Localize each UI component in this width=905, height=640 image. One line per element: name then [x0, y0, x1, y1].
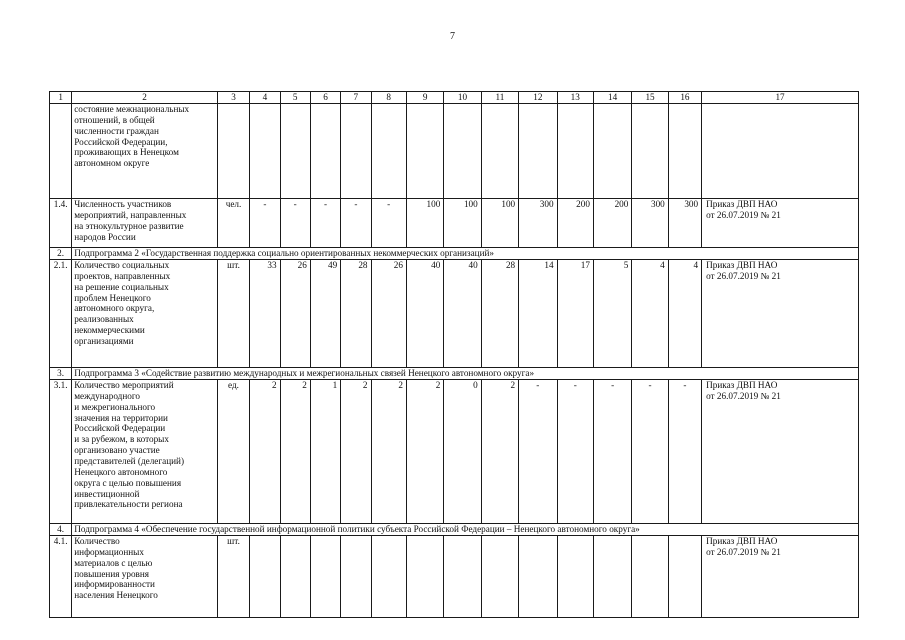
table-row: [50, 199, 859, 248]
value-cell: 4: [668, 260, 701, 368]
value-cell: 14: [519, 260, 557, 368]
table-row: [50, 536, 859, 618]
value-cell: 2: [371, 380, 406, 524]
value-cell: [280, 104, 310, 199]
value-cell: 200: [557, 199, 593, 248]
value-cell: 100: [444, 199, 481, 248]
unit-cell: ед.: [217, 380, 249, 524]
section-row: [50, 524, 859, 536]
value-cell: [444, 536, 481, 618]
unit-cell: шт.: [217, 536, 249, 618]
value-cell: 33: [250, 260, 280, 368]
value-cell: [668, 536, 701, 618]
value-cell: 200: [593, 199, 631, 248]
source-cell: Приказ ДВП НАО от 26.07.2019 № 21: [702, 380, 859, 524]
column-header: 17: [702, 92, 859, 104]
value-cell: [250, 104, 280, 199]
value-cell: -: [341, 199, 371, 248]
value-cell: -: [557, 380, 593, 524]
value-cell: [341, 536, 371, 618]
value-cell: -: [519, 380, 557, 524]
value-cell: 2: [280, 380, 310, 524]
row-number: 2.: [50, 248, 72, 260]
section-row: [50, 248, 859, 260]
column-header: 8: [371, 92, 406, 104]
column-header: 15: [632, 92, 668, 104]
column-header: 9: [406, 92, 443, 104]
indicators-table: [49, 91, 859, 618]
table-row: [50, 380, 859, 524]
source-cell: Приказ ДВП НАО от 26.07.2019 № 21: [702, 260, 859, 368]
value-cell: [519, 104, 557, 199]
value-cell: 40: [406, 260, 443, 368]
section-title: Подпрограмма 2 «Государственная поддержка социально ориентированных некоммерческих организаций»: [72, 248, 859, 260]
value-cell: [406, 104, 443, 199]
value-cell: [444, 104, 481, 199]
unit-cell: шт.: [217, 260, 249, 368]
value-cell: 17: [557, 260, 593, 368]
value-cell: 26: [371, 260, 406, 368]
column-header: 2: [72, 92, 218, 104]
column-header: 5: [280, 92, 310, 104]
table-row: [50, 104, 859, 199]
value-cell: 300: [632, 199, 668, 248]
value-cell: [310, 536, 340, 618]
value-cell: 5: [593, 260, 631, 368]
value-cell: [593, 536, 631, 618]
source-cell: [702, 104, 859, 199]
column-header: 7: [341, 92, 371, 104]
indicator-name: состояние межнациональных отношений, в общей численности граждан Российской Федерации, проживающих в Ненецком автономном округе: [72, 104, 218, 199]
value-cell: [406, 536, 443, 618]
unit-cell: чел.: [217, 199, 249, 248]
value-cell: -: [632, 380, 668, 524]
value-cell: [668, 104, 701, 199]
row-number: 2.1.: [50, 260, 72, 368]
value-cell: [481, 536, 518, 618]
column-header: 10: [444, 92, 481, 104]
value-cell: 2: [481, 380, 518, 524]
value-cell: [481, 104, 518, 199]
value-cell: -: [280, 199, 310, 248]
section-title: Подпрограмма 4 «Обеспечение государственной информационной политики субъекта Российской Федерации – Ненецкого автономного округа»: [72, 524, 859, 536]
column-header: 11: [481, 92, 518, 104]
section-row: [50, 368, 859, 380]
column-header: 1: [50, 92, 72, 104]
value-cell: [593, 104, 631, 199]
header-row: [50, 92, 859, 104]
value-cell: 300: [519, 199, 557, 248]
value-cell: 49: [310, 260, 340, 368]
value-cell: [632, 536, 668, 618]
value-cell: 4: [632, 260, 668, 368]
value-cell: 2: [341, 380, 371, 524]
value-cell: 2: [250, 380, 280, 524]
indicator-name: Численность участников мероприятий, направленных на этнокультурное развитие народов России: [72, 199, 218, 248]
table-row: [50, 260, 859, 368]
section-title: Подпрограмма 3 «Содействие развитию международных и межрегиональных связей Ненецкого автономного округа»: [72, 368, 859, 380]
value-cell: -: [250, 199, 280, 248]
column-header: 3: [217, 92, 249, 104]
column-header: 16: [668, 92, 701, 104]
value-cell: [557, 536, 593, 618]
value-cell: -: [668, 380, 701, 524]
value-cell: -: [310, 199, 340, 248]
row-number: 4.1.: [50, 536, 72, 618]
value-cell: [519, 536, 557, 618]
value-cell: 2: [406, 380, 443, 524]
value-cell: [280, 536, 310, 618]
column-header: 14: [593, 92, 631, 104]
value-cell: [632, 104, 668, 199]
value-cell: 28: [341, 260, 371, 368]
value-cell: -: [593, 380, 631, 524]
indicator-name: Количество информационных материалов с целью повышения уровня информированности населения Ненецкого: [72, 536, 218, 618]
value-cell: 26: [280, 260, 310, 368]
row-number: 1.4.: [50, 199, 72, 248]
value-cell: -: [371, 199, 406, 248]
column-header: 12: [519, 92, 557, 104]
unit-cell: [217, 104, 249, 199]
indicator-name: Количество социальных проектов, направленных на решение социальных проблем Ненецкого автономного округа, реализованных некоммерческими организациями: [72, 260, 218, 368]
indicator-name: Количество мероприятий международного и межрегионального значения на территории Российской Федерации и за рубежом, в которых организовано участие представителей (делегаций) Ненецкого автономного округа с целью повышения инвестиционной привлекательности региона: [72, 380, 218, 524]
column-header: 13: [557, 92, 593, 104]
row-number: 3.: [50, 368, 72, 380]
value-cell: 28: [481, 260, 518, 368]
source-cell: Приказ ДВП НАО от 26.07.2019 № 21: [702, 199, 859, 248]
row-number: 3.1.: [50, 380, 72, 524]
value-cell: 300: [668, 199, 701, 248]
value-cell: [310, 104, 340, 199]
value-cell: [371, 536, 406, 618]
value-cell: [557, 104, 593, 199]
value-cell: 0: [444, 380, 481, 524]
row-number: 4.: [50, 524, 72, 536]
value-cell: 1: [310, 380, 340, 524]
source-cell: Приказ ДВП НАО от 26.07.2019 № 21: [702, 536, 859, 618]
page-number: 7: [450, 31, 455, 42]
value-cell: [250, 536, 280, 618]
value-cell: 100: [406, 199, 443, 248]
row-number: [50, 104, 72, 199]
value-cell: 100: [481, 199, 518, 248]
value-cell: [341, 104, 371, 199]
value-cell: 40: [444, 260, 481, 368]
column-header: 4: [250, 92, 280, 104]
column-header: 6: [310, 92, 340, 104]
value-cell: [371, 104, 406, 199]
